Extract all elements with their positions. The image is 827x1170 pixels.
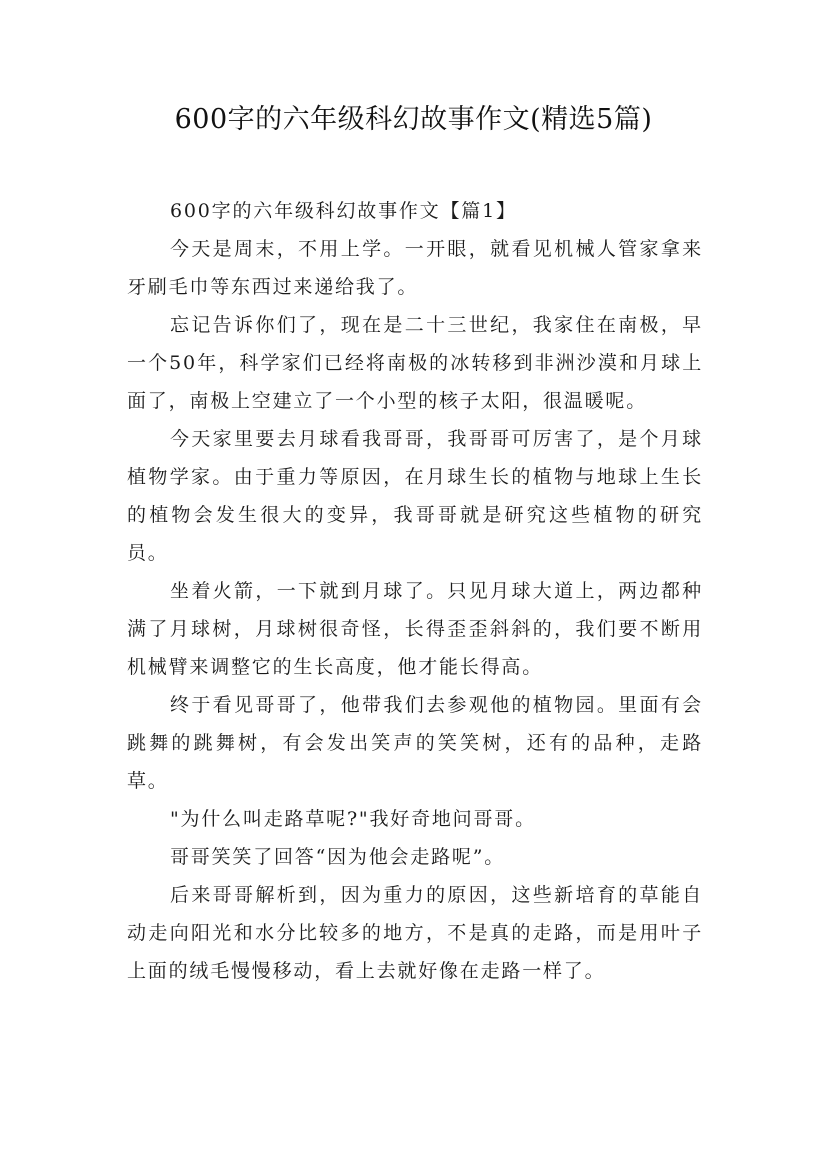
document-body xyxy=(127,192,703,990)
document-title: 600字的六年级科幻故事作文(精选5篇) xyxy=(174,104,653,135)
paragraph: "为什么叫走路草呢?"我好奇地问哥哥。 xyxy=(170,808,536,830)
paragraph: 终于看见哥哥了，他带我们去参观他的植物园。里面有会跳舞的跳舞树，有会发出笑声的笑笑树，还有的品种，走路草。 xyxy=(127,694,703,792)
paragraph: 忘记告诉你们了，现在是二十三世纪，我家住在南极，早一个50年，科学家们已经将南极的冰转移到非洲沙漠和月球上面了，南极上空建立了一个小型的核子太阳，很温暖呢。 xyxy=(127,314,703,412)
paragraph: 今天家里要去月球看我哥哥，我哥哥可厉害了，是个月球植物学家。由于重力等原因，在月球生长的植物与地球上生长的植物会发生很大的变异，我哥哥就是研究这些植物的研究员。 xyxy=(127,428,703,564)
paragraph: 后来哥哥解析到，因为重力的原因，这些新培育的草能自动走向阳光和水分比较多的地方，不是真的走路，而是用叶子上面的绒毛慢慢移动，看上去就好像在走路一样了。 xyxy=(127,884,703,982)
paragraph: 哥哥笑笑了回答“因为他会走路呢”。 xyxy=(170,846,506,868)
paragraph: 坐着火箭，一下就到月球了。只见月球大道上，两边都种满了月球树，月球树很奇怪，长得歪歪斜斜的，我们要不断用机械臂来调整它的生长高度，他才能长得高。 xyxy=(127,580,703,678)
paragraph: 今天是周末，不用上学。一开眼，就看见机械人管家拿来牙刷毛巾等东西过来递给我了。 xyxy=(127,238,703,298)
section-heading: 600字的六年级科幻故事作文【篇1】 xyxy=(170,200,517,222)
